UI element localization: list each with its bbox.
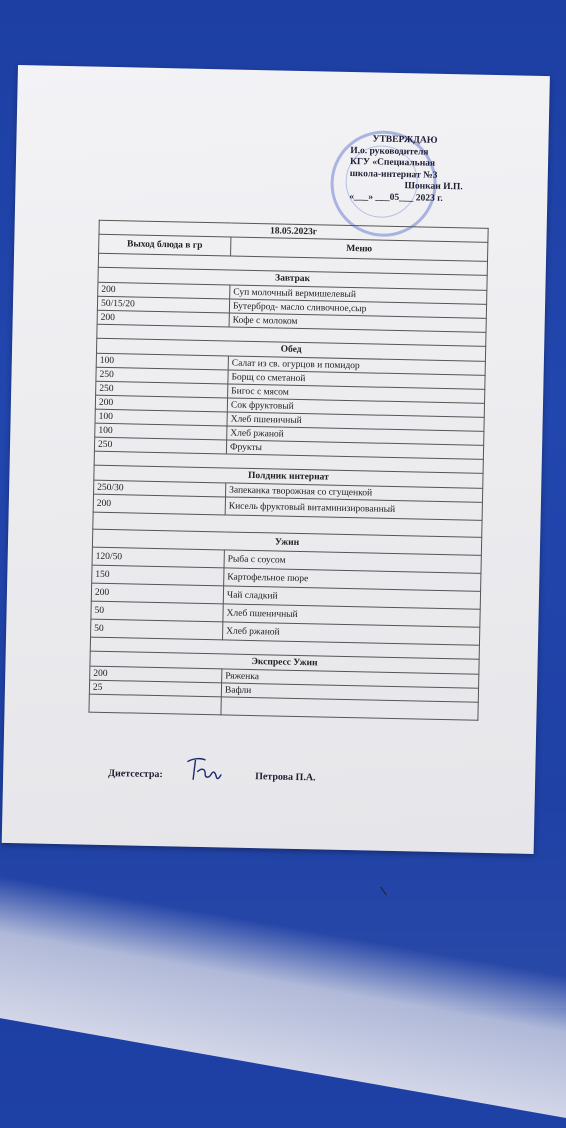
dish-cell: Кофе с молоком — [229, 313, 486, 332]
dish-cell: Сок фруктовый — [227, 398, 484, 417]
section-title-breakfast: Завтрак — [98, 267, 487, 290]
column-header-quantity: Выход блюда в гр — [99, 234, 231, 256]
dish-cell: Запеканка творожная со сгущенкой — [225, 483, 482, 502]
quantity-cell: 200 — [91, 583, 223, 604]
dish-cell: Хлеб ржаной — [223, 622, 480, 645]
approval-title: УТВЕРЖДАЮ — [372, 134, 438, 146]
quantity-cell: 100 — [95, 423, 227, 440]
quantity-cell: 100 — [96, 353, 228, 370]
dish-cell: Бигос с мясом — [228, 384, 485, 403]
dish-cell: Рыба с соусом — [224, 550, 481, 573]
dish-cell: Вафли — [221, 683, 478, 702]
dish-cell: Фрукты — [226, 440, 483, 459]
dish-cell: Картофельное пюре — [224, 568, 481, 591]
section-title-dinner: Ужин — [92, 529, 481, 555]
approval-line-1: И.о. руководителя — [350, 145, 429, 158]
quantity-cell: 50/15/20 — [97, 296, 229, 313]
quantity-cell: 100 — [95, 409, 227, 426]
quantity-cell: 250 — [96, 367, 228, 384]
section-title-lunch: Обед — [96, 338, 485, 361]
signature-label: Диетсестра: — [108, 768, 163, 781]
dish-cell: Бутерброд- масло сливочное,сыр — [229, 299, 486, 318]
quantity-cell: 50 — [91, 601, 223, 622]
dish-cell: Хлеб пшеничный — [223, 604, 480, 627]
approval-block — [349, 134, 500, 206]
dish-cell: Хлеб пшеничный — [227, 412, 484, 431]
pen-mark — [380, 887, 387, 896]
floor-background — [0, 872, 566, 1128]
dish-cell: Чай сладкий — [223, 586, 480, 609]
menu-table — [88, 220, 488, 721]
quantity-cell: 120/50 — [92, 547, 224, 568]
section-title-express-dinner: Экспресс Ужин — [90, 651, 479, 674]
quantity-cell: 250 — [94, 437, 226, 454]
dish-cell: Салат из св. огурцов и помидор — [228, 356, 485, 375]
dish-cell: Хлеб ржаной — [227, 426, 484, 445]
approval-date-line: «___» ___05___ 2023 г. — [349, 191, 443, 204]
dish-cell: Ряженка — [222, 669, 479, 688]
signature-block — [108, 760, 409, 796]
section-title-afternoon-snack: Полдник интернат — [94, 465, 483, 488]
empty-cell — [89, 694, 221, 715]
dish-cell: Кисель фруктовый витаминизированный — [225, 497, 482, 520]
quantity-cell: 250 — [96, 381, 228, 398]
menu-document — [2, 65, 550, 854]
handwritten-signature — [183, 754, 224, 787]
quantity-cell: 200 — [90, 666, 222, 683]
quantity-cell: 150 — [92, 565, 224, 586]
quantity-cell: 250/30 — [94, 480, 226, 497]
quantity-cell: 200 — [97, 310, 229, 327]
quantity-cell: 50 — [91, 619, 223, 640]
quantity-cell: 25 — [89, 680, 221, 697]
column-header-menu: Меню — [231, 237, 488, 261]
quantity-cell: 200 — [93, 494, 225, 515]
dish-cell: Борщ со сметаной — [228, 370, 485, 389]
approval-line-4: Шонкаи И.П. — [404, 181, 463, 193]
quantity-cell: 200 — [98, 282, 230, 299]
menu-date: 18.05.2023г — [99, 220, 488, 242]
dietitian-name: Петрова П.А. — [255, 771, 316, 784]
approval-line-3: школа-интернат №3 — [349, 168, 438, 181]
approval-line-2: КГУ «Специальная — [349, 156, 436, 169]
quantity-cell: 200 — [95, 395, 227, 412]
dish-cell: Суп молочный вермишелевый — [230, 285, 487, 304]
